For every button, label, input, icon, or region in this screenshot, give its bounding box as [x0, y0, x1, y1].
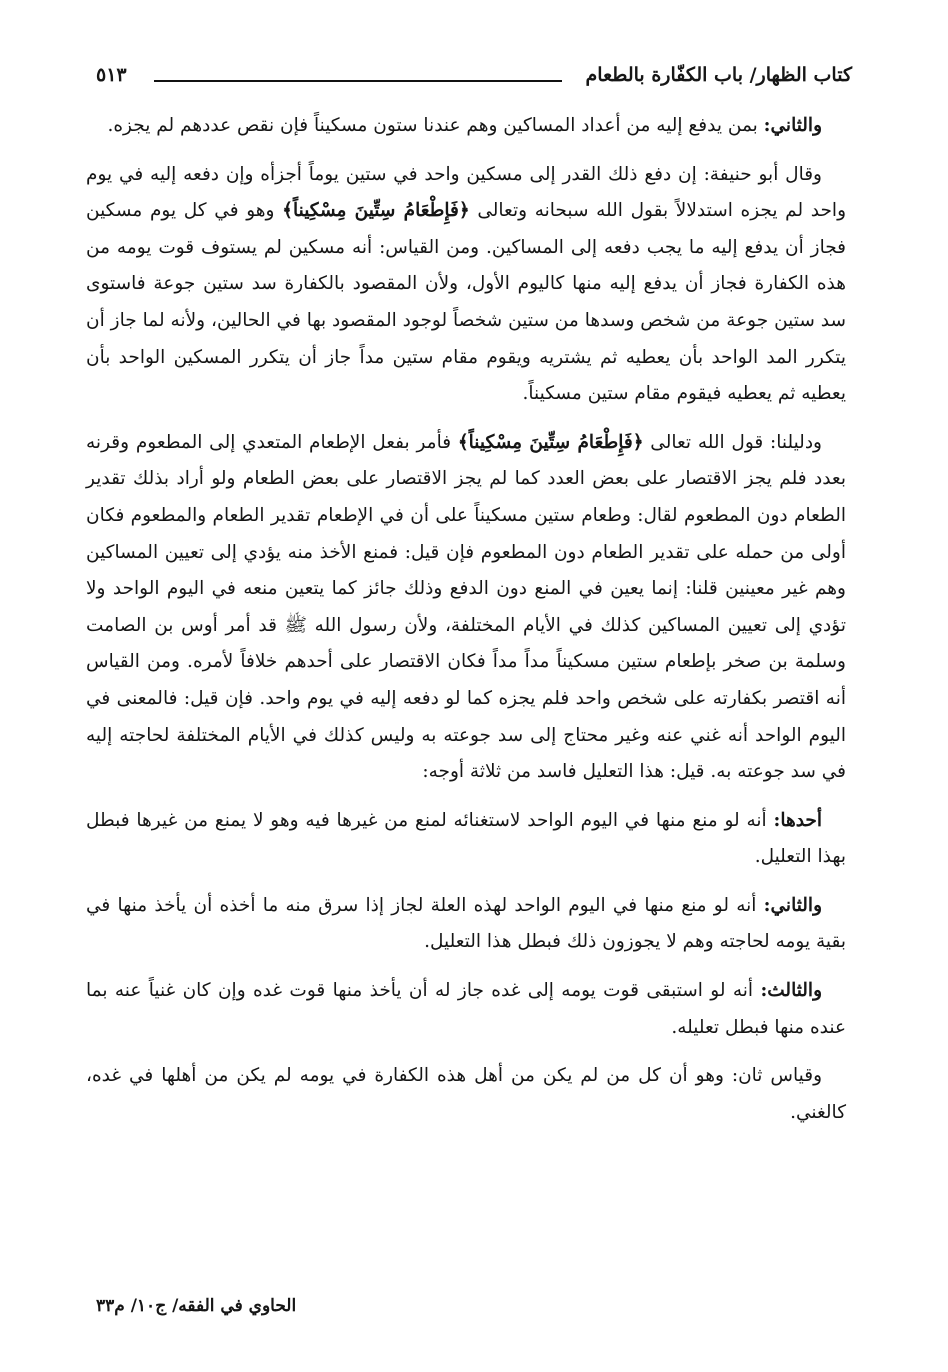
header-rule	[154, 80, 562, 82]
paragraph-text: ودليلنا: قول الله تعالى	[643, 431, 822, 453]
paragraph-text: بمن يدفع إليه من أعداد المساكين وهم عندنا ستون مسكيناً فإن نقص عددهم لم يجزه.	[107, 115, 764, 136]
paragraph-text: وقال أبو حنيفة: إن دفع ذلك القدر إلى مسكين واحد في ستين يوماً أجزأه وإن دفعه إليه في يوم واحد لم يجزه استدلالاً بقول الله سبحانه وتعالى	[86, 163, 847, 222]
paragraph-evidence	[86, 425, 846, 791]
paragraph-lead: والثالث:	[760, 980, 822, 1002]
paragraph-text: فأمر بفعل الإطعام المتعدي إلى المطعوم وقرنه بعدد فلم يجز الاقتصار على بعض العدد كما لم يجز الاقتصار على بعض الطعام ولو أراد بذلك تقدير الطعام دون المطعوم لقال: وطعام ستين مسكيناً على أن في الإطعام تقدير الطعام والمطعوم فكان أولى من حمله على تقدير الطعام دون المطعوم فإن قيل: فمنع الأخذ منه يؤدي إلى تعيين المساكين وهم غير معينين قلنا: إنما يعين في المنع دون الدفع وذلك جائز كما يتعين منعه في اليوم الواحد ولا تؤدي إلى تعيين المساكين كذلك في الأيام المختلفة، ولأن رسول الله ﷺ قد أمر أوس بن الصامت وسلمة بن صخر بإطعام ستين مسكيناً مداً مداً فكان الاقتصار على أحدهم خلافاً لأمره. ومن القياس أنه اقتصر بكفارته على شخص واحد فلم يجزه كما لو دفعه إليه في يوم واحد. فإن قيل: فالمعنى في اليوم الواحد أنه غني عنه وغير محتاج إلى سد جوعته به وليس كذلك في الأيام المختلفة لحاجته إليه في سد جوعته به. قيل: هذا التعليل فاسد من ثلاثة أوجه:	[86, 431, 846, 783]
paragraph-first-aspect	[86, 803, 846, 876]
paragraph-text: أنه لو منع منها في اليوم الواحد لهذه العلة لجاز إذا سرق منه ما أخذه أن يأخذ منها في بقية يومه لحاجته وهم لا يجوزون ذلك فبطل هذا التعليل.	[86, 894, 846, 953]
paragraph-lead: والثاني:	[763, 894, 822, 916]
paragraph-lead: أحدها:	[773, 809, 822, 831]
paragraph-lead: والثاني:	[763, 115, 822, 136]
paragraph-third-aspect	[86, 973, 846, 1046]
paragraph-second-aspect	[86, 888, 846, 961]
paragraph-abu-hanifa	[86, 157, 846, 413]
running-title: كتاب الظهار/ باب الكفّارة بالطعام	[585, 64, 852, 86]
paragraph-text: وقياس ثان: وهو أن كل من لم يكن من أهل هذه الكفارة في يومه لم يكن من أهلها في غده، كالغني.	[86, 1065, 846, 1123]
page-header	[96, 58, 852, 98]
quran-quote: ﴿فَإِطْعَامُ سِتِّينَ مِسْكِيناً﴾	[457, 431, 644, 453]
paragraph-text: وهو في كل يوم مسكين فجاز أن يدفع إليه ما يجب دفعه إلى المساكين. ومن القياس: أنه مسكين لم يستوف قوت يومه من هذه الكفارة فجاز أن يدفع إليه منها كاليوم الأول، ولأن المقصود بالكفارة سد ستين جوعة فاستوى سد ستين جوعة من شخص وسدها من ستين شخصاً لوجود المقصود بها في الحالين، ولأنه لما جاز أن يتكرر المد الواحد بأن يعطيه ثم يشتريه ويقوم مقام ستين مداً جاز أن يتكرر المسكين الواحد بأن يعطيه ثم يعطيه فيقوم مقام ستين مسكيناً.	[86, 200, 846, 405]
paragraph-text: أنه لو منع منها في اليوم الواحد لاستغنائه لمنع من غيرها فيه وهو لا يمنع من غيرها فبطل بهذا التعليل.	[86, 809, 846, 868]
page-footer-signature: الحاوي في الفقه/ ج١٠/ م٣٣	[96, 1296, 297, 1316]
page-number: ٥١٣	[96, 64, 127, 86]
paragraph-second-condition	[86, 108, 846, 145]
quran-quote: ﴿فَإِطْعَامُ سِتِّينَ مِسْكِيناً﴾	[282, 200, 470, 222]
paragraph-text: أنه لو استبقى قوت يومه إلى غده جاز له أن يأخذ منها قوت غده وإن كان غنياً عنه بما عنده منها فبطل تعليله.	[86, 980, 846, 1038]
paragraph-second-analogy	[86, 1058, 846, 1131]
page-body	[86, 108, 846, 1143]
